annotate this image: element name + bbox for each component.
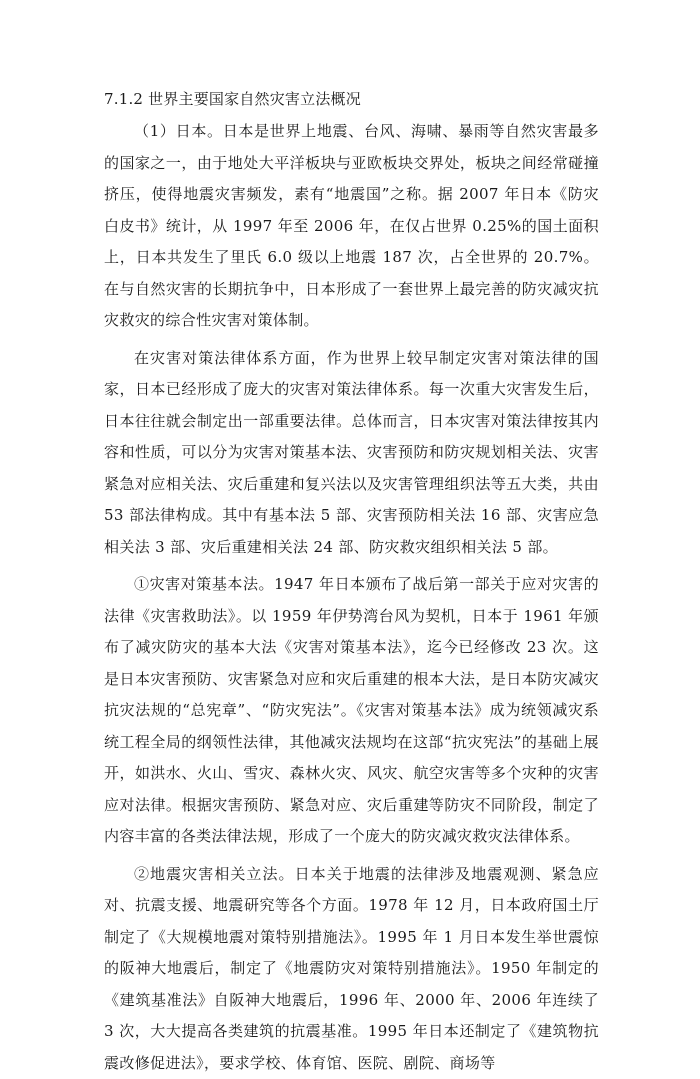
document-page [104, 89, 599, 1079]
paragraph-legal-system: 在灾害对策法律体系方面，作为世界上较早制定灾害对策法律的国家，日本已经形成了庞大的灾害对策法律体系。每一次重大灾害发生后，日本往往就会制定出一部重要法律。总体而言，日本灾害对策法律按其内容和性质，可以分为灾害对策基本法、灾害预防和防灾规划相关法、灾害紧急对应相关法、灾后重建和复兴法以及灾害管理组织法等五大类，共由 53 部法律构成。其中有基本法 5 部、灾害预防相关法 16 部、灾害应急相关法 3 部、灾后重建相关法 24 部、防灾救灾组织相关法 5 部。 [104, 343, 599, 564]
paragraph-earthquake-law: ②地震灾害相关立法。日本关于地震的法律涉及地震观测、紧急应对、抗震支援、地震研究等各个方面。1978 年 12 月，日本政府国土厅制定了《大规模地震对策特别措施法》。1995 年 1 月日本发生举世震惊的阪神大地震后，制定了《地震防灾对策特别措施法》。1950 年制定的《建筑基准法》自阪神大地震后，1996 年、2000 年、2006 年连续了 3 次，大大提高各类建筑的抗震基准。1995 年日本还制定了《建筑物抗震改修促进法》，要求学校、体育馆、医院、剧院、商场等 [104, 859, 599, 1079]
section-heading: 7.1.2 世界主要国家自然灾害立法概况 [104, 89, 599, 110]
paragraph-japan-intro: （1）日本。日本是世界上地震、台风、海啸、暴雨等自然灾害最多的国家之一，由于地处大平洋板块与亚欧板块交界处，板块之间经常碰撞挤压，使得地震灾害频发，素有“地震国”之称。据 2007 年日本《防灾白皮书》统计，从 1997 年至 2006 年，在仅占世界 0.25%的国土面积上，日本共发生了里氏 6.0 级以上地震 187 次，占全世界的 20.7%。在与自然灾害的长期抗争中，日本形成了一套世界上最完善的防灾减灾抗灾救灾的综合性灾害对策体制。 [104, 116, 599, 337]
paragraph-basic-law: ①灾害对策基本法。1947 年日本颁布了战后第一部关于应对灾害的法律《灾害救助法》。以 1959 年伊势湾台风为契机，日本于 1961 年颁布了减灾防灾的基本大法《灾害对策基本法》，迄今已经修改 23 次。这是日本灾害预防、灾害紧急对应和灾后重建的根本大法，是日本防灾减灾抗灾法规的“总宪章”、“防灾宪法”。《灾害对策基本法》成为统领减灾系统工程全局的纲领性法律，其他减灾法规均在这部“抗灾宪法”的基础上展开，如洪水、火山、雪灾、森林火灾、风灾、航空灾害等多个灾种的灾害应对法律。根据灾害预防、紧急对应、灾后重建等防灾不同阶段，制定了内容丰富的各类法律法规，形成了一个庞大的防灾减灾救灾法律体系。 [104, 569, 599, 853]
